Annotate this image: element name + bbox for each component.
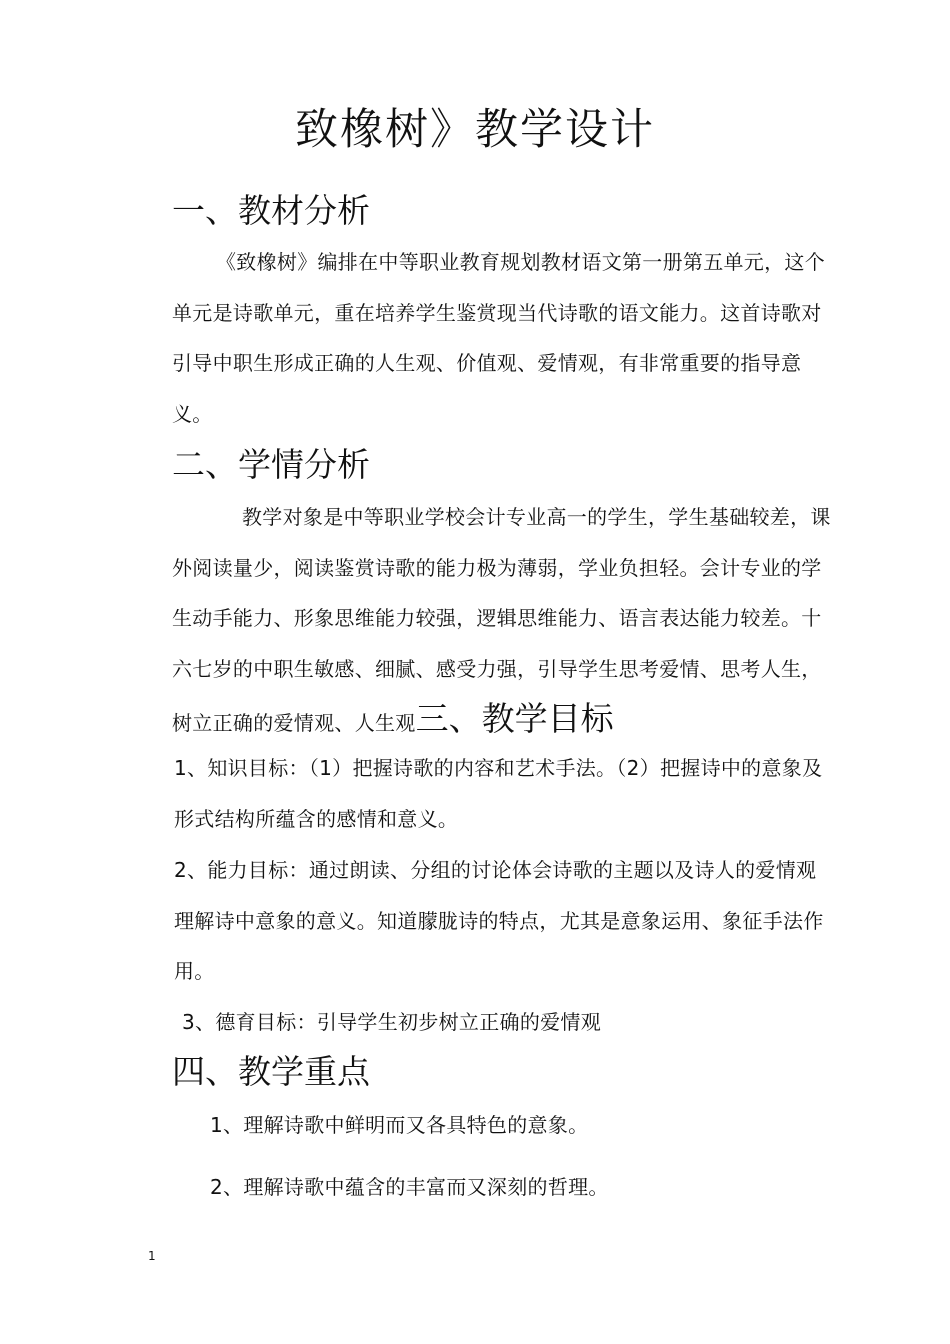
ability-objective: 2、能力目标：通过朗读、分组的讨论体会诗歌的主题以及诗人的爱情观理解诗中意象的意义。知道朦胧诗的特点，尤其是意象运用、象征手法作用。 bbox=[174, 858, 824, 983]
section-heading-teaching-focus: 四、教学重点 bbox=[172, 1052, 370, 1091]
section-heading-textbook-analysis: 一、教材分析 bbox=[172, 191, 370, 230]
page-number: 1 bbox=[148, 1249, 156, 1263]
textbook-analysis-paragraph: 《致橡树》编排在中等职业教育规划教材语文第一册第五单元，这个单元是诗歌单元，重在培养学生鉴赏现当代诗歌的语文能力。这首诗歌对引导中职生形成正确的人生观、价值观、爱情观，有非常重要的指导意义。 bbox=[172, 250, 825, 426]
learner-analysis-text: 教学对象是中等职业学校会计专业高一的学生，学生基础较差，课外阅读量少，阅读鉴赏诗歌的能力极为薄弱，学业负担轻。会计专业的学生动手能力、形象思维能力较强，逻辑思维能力、语言表达能力较差。十六七岁的中职生敏感、细腻、感受力强，引导学生思考爱情、思考人生，树立正确的爱情观、人生观 bbox=[172, 505, 831, 735]
teaching-focus-item-2: 2、理解诗歌中蕴含的丰富而又深刻的哲理。 bbox=[210, 1175, 609, 1199]
knowledge-objective: 1、知识目标：（1）把握诗歌的内容和艺术手法。（2）把握诗中的意象及形式结构所蕴含的感情和意义。 bbox=[174, 756, 823, 831]
learner-analysis-paragraph bbox=[172, 492, 832, 749]
section-heading-teaching-objectives: 三、教学目标 bbox=[415, 699, 614, 738]
moral-objective: 3、德育目标：引导学生初步树立正确的爱情观 bbox=[182, 1010, 602, 1034]
document-title: 致橡树》教学设计 bbox=[295, 105, 655, 155]
section-heading-learner-analysis: 二、学情分析 bbox=[172, 445, 370, 484]
teaching-focus-item-1: 1、理解诗歌中鲜明而又各具特色的意象。 bbox=[210, 1113, 589, 1137]
